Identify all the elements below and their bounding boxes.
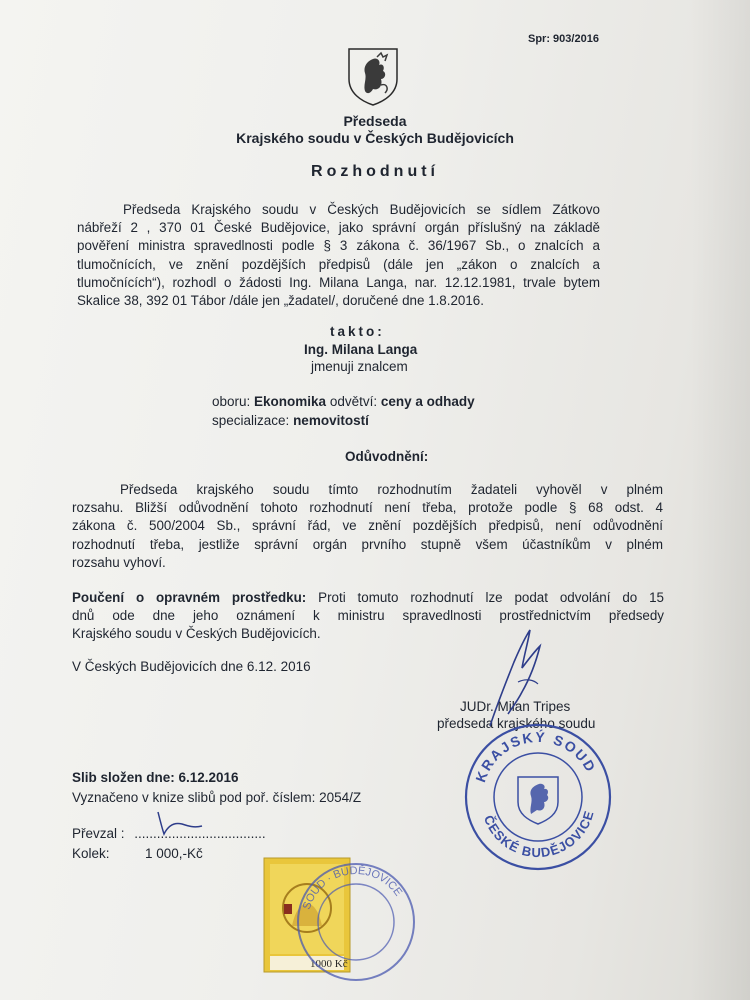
fee-value: 1 000,-Kč [145, 846, 203, 861]
court-seal [463, 722, 613, 872]
intro-line: Skalice 38, 392 01 Tábor /dále jen „žadatel/, doručené dne 1.8.2016. [77, 292, 484, 308]
stamp-value: 1000 Kč [310, 958, 348, 970]
obor-label: oboru: [212, 394, 251, 409]
reference-number: Spr: 903/2016 [528, 33, 599, 45]
reasoning-paragraph [72, 481, 663, 572]
takto-heading: takto: [330, 324, 385, 339]
signatory-role: předseda krajského soudu [437, 716, 596, 731]
appointee-name: Ing. Milana Langa [304, 342, 418, 357]
document-title: Rozhodnutí [311, 163, 439, 180]
intro-line: Předseda Krajského soudu v Českých Budějovicích se sídlem Zátkovo [123, 202, 600, 217]
appeal-label: Poučení o opravném prostředku: [72, 590, 307, 605]
fee-label: Kolek: [72, 846, 110, 861]
appeal-text: Proti tomuto rozhodnutí lze podat odvolání do 15 [318, 590, 664, 605]
secondary-seal-text: SOUD · BUDĚJOVICE [300, 864, 405, 912]
seal-bottom-text: ČESKÉ BUDĚJOVICE [480, 808, 597, 861]
received-label: Převzal : [72, 826, 125, 841]
obor-value: Ekonomika [254, 394, 327, 409]
signature [478, 622, 558, 732]
received-dots: ................................... [134, 826, 266, 841]
intro-paragraph [77, 201, 600, 310]
spec-value: nemovitostí [293, 413, 369, 428]
intro-line: pověření ministra spravedlnosti podle § 3 zákona č. 36/1967 Sb., o znalcích a [77, 238, 600, 254]
oath-date: Slib složen dne: 6.12.2016 [72, 770, 239, 785]
field-line [212, 394, 475, 409]
reasoning-line: rozsahu vyhoví. [72, 554, 166, 570]
spec-label: specializace: [212, 413, 290, 428]
intro-line: nábřeží 2 , 370 01 České Budějovice, jako správní orgán příslušný na základě [77, 220, 600, 236]
authority-title: Předseda [343, 113, 407, 129]
appeal-line: Krajského soudu v Českých Budějovicích. [72, 626, 321, 642]
oath-register: Vyznačeno v knize slibů pod poř. číslem: 2054/Z [72, 790, 362, 805]
odvetvi-value: ceny a odhady [380, 394, 475, 409]
coat-of-arms-icon [343, 45, 403, 107]
appeal-line: dnů ode dne jeho oznámení k ministru spravedlnosti prostřednictvím předsedy [72, 608, 664, 624]
seal-top-text: KRAJSKÝ SOUD [472, 728, 600, 785]
appeal-line [72, 589, 664, 607]
signatory-name: JUDr. Milan Tripes [460, 699, 571, 714]
specialization-line [212, 413, 369, 428]
intro-line: tlumočnících, ve znění pozdějších předpisů (dále jen „zákon o znalcích a [77, 256, 600, 272]
received-signature [148, 808, 208, 838]
authority-court: Krajského soudu v Českých Budějovicích [236, 130, 514, 146]
reasoning-line: rozsahu. Bližší odůvodnění tohoto rozhodnutí není třeba, protože podle § 68 odst. 4 [72, 500, 663, 516]
odvetvi-label: odvětví: [329, 394, 378, 409]
page-shadow [690, 0, 750, 1000]
reasoning-line: rozhodnutí třeba, jestliže správní orgán prvního stupně všem účastníkům v plném [72, 536, 663, 552]
intro-line: tlumočnících“), rozhodl o žádosti Ing. Milana Langa, nar. 12.12.1981, trvale bytem [77, 274, 600, 290]
secondary-seal [292, 858, 420, 986]
appointment-text: jmenuji znalcem [311, 359, 408, 374]
reasoning-line: Předseda krajského soudu tímto rozhodnutím žadateli vyhověl v plném [120, 482, 663, 497]
reasoning-line: zákona č. 500/2004 Sb., správní řád, ve znění pozdějších předpisů, není odůvodnění [72, 518, 663, 534]
reasoning-heading: Odůvodnění: [345, 449, 429, 464]
appeal-paragraph [72, 589, 664, 644]
place-date: V Českých Budějovicích dne 6.12. 2016 [72, 659, 311, 674]
